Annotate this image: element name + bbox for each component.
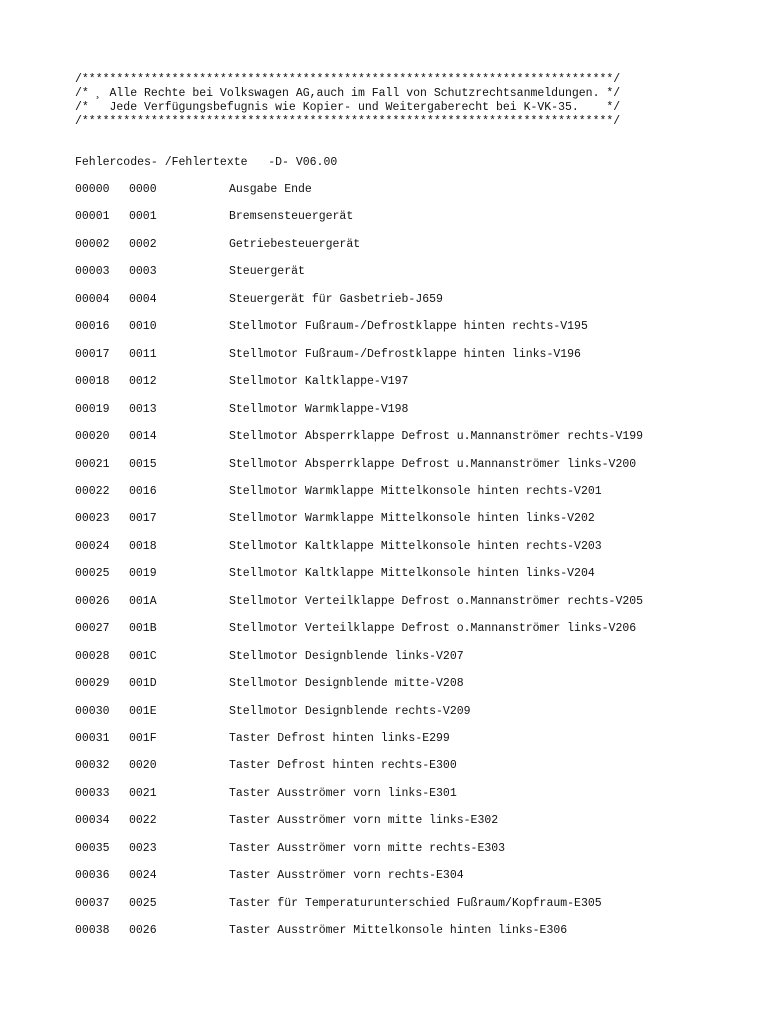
error-text: Taster Ausströmer vorn rechts-E304 — [229, 869, 464, 883]
error-text: Ausgabe Ende — [229, 183, 312, 196]
list-item — [0, 512, 768, 526]
list-item — [0, 430, 768, 444]
error-code-decimal: 00016 — [75, 320, 110, 334]
error-code-decimal: 00020 — [75, 430, 110, 444]
list-item — [0, 320, 768, 334]
error-text: Stellmotor Designblende links-V207 — [229, 649, 464, 663]
error-code-decimal: 00032 — [75, 759, 110, 773]
error-text: Stellmotor Designblende rechts-V209 — [229, 704, 471, 718]
error-text: Steuergerät für Gasbetrieb-J659 — [229, 292, 443, 306]
list-item — [0, 814, 768, 828]
list-item — [0, 842, 768, 856]
error-code-hex: 001B — [129, 622, 157, 636]
error-text: Stellmotor Designblende mitte-V208 — [229, 677, 464, 691]
error-code-decimal: 00031 — [75, 732, 110, 745]
error-code-decimal: 00026 — [75, 594, 110, 608]
error-text: Getriebesteuergerät — [229, 237, 361, 251]
error-code-hex: 0022 — [129, 814, 157, 828]
error-text: Taster für Temperaturunterschied Fußraum/Kopfraum-E305 — [229, 896, 602, 910]
error-code-decimal: 00018 — [75, 375, 110, 389]
list-item — [0, 265, 768, 279]
error-code-hex: 0021 — [129, 786, 157, 800]
error-code-decimal: 00000 — [75, 183, 110, 196]
header-rights-line: /* Jede Verfügungsbefugnis wie Kopier- und Weitergaberecht bei K-VK-35. */ — [75, 101, 621, 114]
list-item — [0, 897, 768, 911]
error-text: Stellmotor Fußraum-/Defrostklappe hinten rechts-V195 — [229, 320, 588, 334]
error-text: Stellmotor Fußraum-/Defrostklappe hinten links-V196 — [229, 347, 581, 361]
error-text: Stellmotor Kaltklappe Mittelkonsole hinten links-V204 — [229, 567, 595, 581]
error-text: Stellmotor Warmklappe Mittelkonsole hinten links-V202 — [229, 512, 595, 526]
error-code-hex: 001E — [129, 704, 157, 718]
error-text: Taster Defrost hinten rechts-E300 — [229, 759, 457, 773]
document-title: Fehlercodes- /Fehlertexte -D- V06.00 — [75, 156, 338, 169]
error-code-hex: 0019 — [129, 567, 157, 581]
error-code-hex: 0011 — [129, 347, 157, 361]
error-code-hex: 0020 — [129, 759, 157, 773]
error-text: Steuergerät — [229, 265, 305, 279]
error-code-hex: 0002 — [129, 237, 157, 251]
list-item — [0, 732, 768, 746]
error-code-decimal: 00004 — [75, 292, 110, 306]
header-border-bottom: /*****************************************************************************/ — [75, 115, 621, 128]
list-item — [0, 650, 768, 664]
error-code-hex: 0016 — [129, 484, 157, 498]
error-code-hex: 0014 — [129, 430, 157, 444]
error-code-hex: 001F — [129, 732, 157, 745]
list-item — [0, 183, 768, 197]
error-code-hex: 0004 — [129, 292, 157, 306]
error-code-hex: 0015 — [129, 457, 157, 471]
error-code-decimal: 00001 — [75, 210, 110, 224]
error-code-hex: 001D — [129, 677, 157, 691]
error-text: Taster Ausströmer vorn mitte links-E302 — [229, 814, 499, 828]
list-item — [0, 210, 768, 224]
list-item — [0, 567, 768, 581]
error-code-hex: 0012 — [129, 375, 157, 389]
error-code-decimal: 00038 — [75, 924, 110, 938]
header-copyright-line: /* ¸ Alle Rechte bei Volkswagen AG,auch im Fall von Schutzrechtsanmeldungen. */ — [75, 87, 621, 100]
error-code-decimal: 00019 — [75, 402, 110, 416]
error-code-hex: 0000 — [129, 183, 157, 196]
list-item — [0, 540, 768, 554]
list-item — [0, 869, 768, 883]
error-code-decimal: 00017 — [75, 347, 110, 361]
list-item — [0, 622, 768, 636]
error-code-hex: 0001 — [129, 210, 157, 224]
error-code-decimal: 00023 — [75, 512, 110, 526]
error-code-hex: 001C — [129, 649, 157, 663]
error-text: Taster Ausströmer vorn links-E301 — [229, 786, 457, 800]
error-code-decimal: 00024 — [75, 539, 110, 553]
error-code-decimal: 00035 — [75, 841, 110, 855]
error-code-decimal: 00034 — [75, 814, 110, 828]
list-item — [0, 485, 768, 499]
list-item — [0, 403, 768, 417]
error-code-hex: 0023 — [129, 841, 157, 855]
error-code-hex: 0025 — [129, 896, 157, 910]
error-code-hex: 001A — [129, 594, 157, 608]
error-text: Taster Defrost hinten links-E299 — [229, 732, 450, 745]
error-code-hex: 0010 — [129, 320, 157, 334]
error-code-decimal: 00029 — [75, 677, 110, 691]
error-text: Stellmotor Verteilklappe Defrost o.Mannanströmer rechts-V205 — [229, 594, 644, 608]
list-item — [0, 677, 768, 691]
error-text: Stellmotor Verteilklappe Defrost o.Mannanströmer links-V206 — [229, 622, 637, 636]
error-text: Taster Ausströmer Mittelkonsole hinten links-E306 — [229, 924, 568, 938]
error-text: Stellmotor Kaltklappe Mittelkonsole hinten rechts-V203 — [229, 539, 602, 553]
error-text: Stellmotor Warmklappe-V198 — [229, 402, 409, 416]
list-item — [0, 348, 768, 362]
error-code-hex: 0024 — [129, 869, 157, 883]
error-code-decimal: 00027 — [75, 622, 110, 636]
error-code-decimal: 00002 — [75, 237, 110, 251]
list-item — [0, 759, 768, 773]
error-code-hex: 0026 — [129, 924, 157, 938]
list-item — [0, 705, 768, 719]
error-code-decimal: 00036 — [75, 869, 110, 883]
error-code-decimal: 00030 — [75, 704, 110, 718]
list-item — [0, 375, 768, 389]
list-item — [0, 293, 768, 307]
error-code-decimal: 00033 — [75, 786, 110, 800]
error-code-decimal: 00022 — [75, 484, 110, 498]
list-item — [0, 595, 768, 609]
error-text: Bremsensteuergerät — [229, 210, 354, 224]
header-border-top: /*****************************************************************************/ — [75, 73, 621, 86]
error-code-hex: 0003 — [129, 265, 157, 279]
error-code-hex: 0017 — [129, 512, 157, 526]
list-item — [0, 238, 768, 252]
error-code-decimal: 00037 — [75, 896, 110, 910]
error-code-decimal: 00021 — [75, 457, 110, 471]
list-item — [0, 924, 768, 938]
error-text: Stellmotor Absperrklappe Defrost u.Mannanströmer rechts-V199 — [229, 430, 644, 444]
error-code-decimal: 00028 — [75, 649, 110, 663]
list-item — [0, 458, 768, 472]
error-text: Taster Ausströmer vorn mitte rechts-E303 — [229, 841, 506, 855]
error-text: Stellmotor Absperrklappe Defrost u.Mannanströmer links-V200 — [229, 457, 637, 471]
error-code-decimal: 00025 — [75, 567, 110, 581]
error-code-hex: 0013 — [129, 402, 157, 416]
error-code-decimal: 00003 — [75, 265, 110, 279]
error-text: Stellmotor Warmklappe Mittelkonsole hinten rechts-V201 — [229, 484, 602, 498]
error-text: Stellmotor Kaltklappe-V197 — [229, 375, 409, 389]
list-item — [0, 787, 768, 801]
error-code-hex: 0018 — [129, 539, 157, 553]
